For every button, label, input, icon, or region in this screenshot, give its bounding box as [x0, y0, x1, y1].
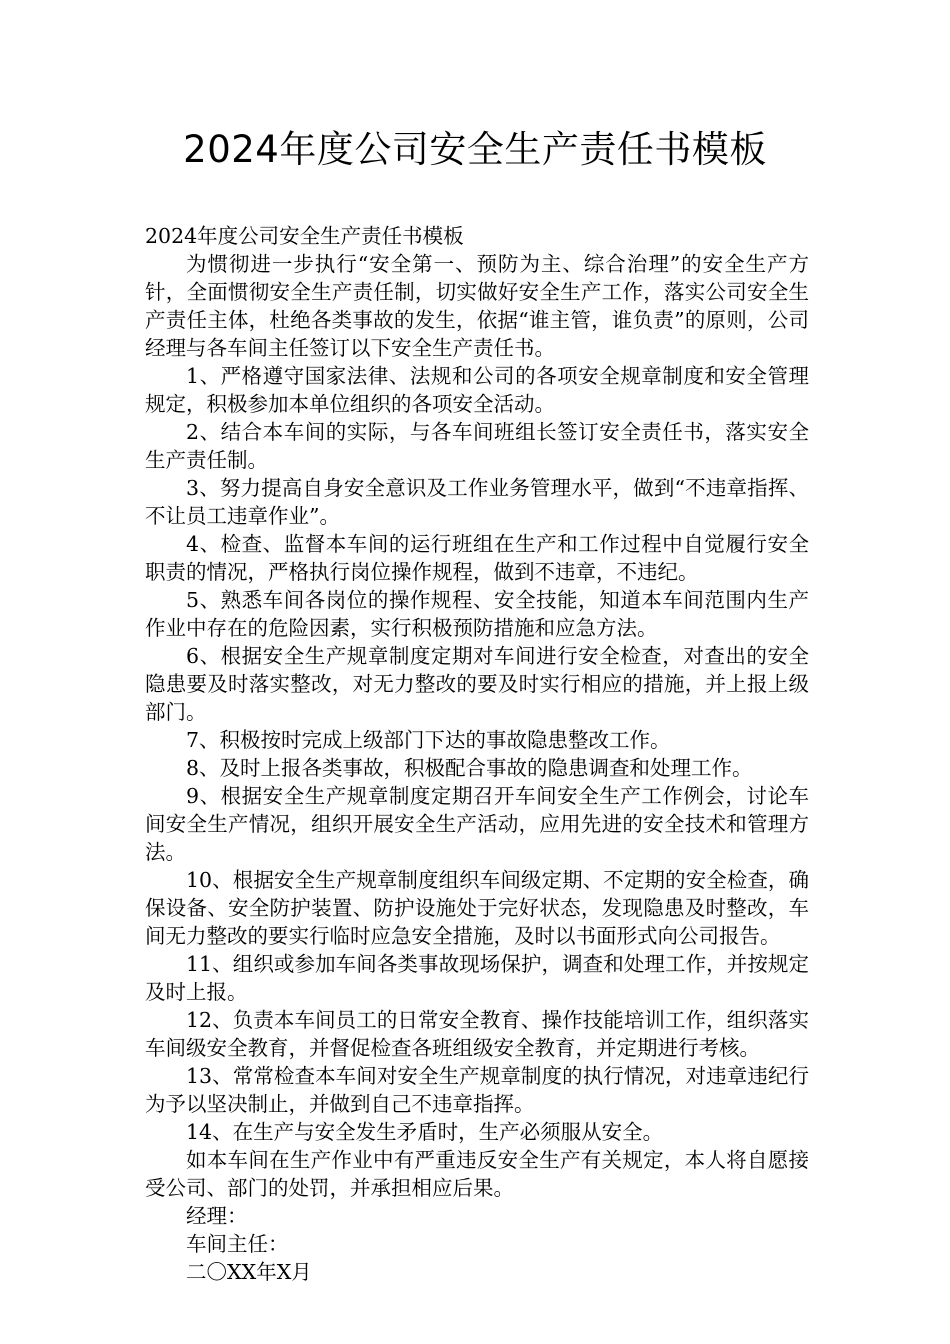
director-signature-line: 车间主任： [186, 1232, 289, 1256]
intro-paragraph: 为惯彻进一步执行“安全第一、预防为主、综合治理”的安全生产方针，全面惯彻安全生产责任制，切实做好安全生产工作，落实公司安全生产责任主体，杜绝各类事故的发生，依据“谁主管，谁负责”的原则，公司经理与各车间主任签订以下安全生产责任书。 [145, 252, 809, 360]
clause-item: 8、及时上报各类事故，积极配合事故的隐患调查和处理工作。 [186, 756, 753, 780]
clause-item: 6、根据安全生产规章制度定期对车间进行安全检查，对查出的安全隐患要及时落实整改，对无力整改的要及时实行相应的措施，并上报上级部门。 [145, 644, 809, 724]
clause-item: 14、在生产与安全发生矛盾时，生产必须服从安全。 [186, 1120, 664, 1144]
document-subtitle: 2024年度公司安全生产责任书模板 [145, 224, 464, 248]
clause-item: 13、常常检查本车间对安全生产规章制度的执行情况，对违章违纪行为予以坚决制止，并做到自己不违章指挥。 [145, 1064, 809, 1116]
clause-item: 1、严格遵守国家法律、法规和公司的各项安全规章制度和安全管理规定，积极参加本单位组织的各项安全活动。 [145, 364, 809, 416]
clause-item: 9、根据安全生产规章制度定期召开车间安全生产工作例会，讨论车间安全生产情况，组织开展安全生产活动，应用先进的安全技术和管理方法。 [145, 784, 809, 864]
clause-item: 2、结合本车间的实际，与各车间班组长签订安全责任书，落实安全生产责任制。 [145, 420, 809, 472]
closing-paragraph: 如本车间在生产作业中有严重违反安全生产有关规定，本人将自愿接受公司、部门的处罚，并承担相应后果。 [145, 1148, 809, 1200]
clause-item: 4、检查、监督本车间的运行班组在生产和工作过程中自觉履行安全职责的情况，严格执行岗位操作规程，做到不违章，不违纪。 [145, 532, 809, 584]
clause-item: 5、熟悉车间各岗位的操作规程、安全技能，知道本车间范围内生产作业中存在的危险因素，实行积极预防措施和应急方法。 [145, 588, 809, 640]
document-body [145, 222, 809, 1286]
clause-item: 7、积极按时完成上级部门下达的事故隐患整改工作。 [186, 728, 671, 752]
date-line: 二〇XX年X月 [186, 1260, 312, 1284]
clause-item: 11、组织或参加车间各类事故现场保护，调查和处理工作，并按规定及时上报。 [145, 952, 809, 1004]
manager-signature-line: 经理： [186, 1204, 248, 1228]
clause-item: 10、根据安全生产规章制度组织车间级定期、不定期的安全检查，确保设备、安全防护装置、防护设施处于完好状态，发现隐患及时整改，车间无力整改的要实行临时应急安全措施，及时以书面形式向公司报告。 [145, 868, 809, 948]
clause-item: 12、负责本车间员工的日常安全教育、操作技能培训工作，组织落实车间级安全教育，并督促检查各班组级安全教育，并定期进行考核。 [145, 1008, 809, 1060]
clause-item: 3、努力提高自身安全意识及工作业务管理水平，做到“不违章指挥、不让员工违章作业”。 [145, 476, 809, 528]
document-title: 2024年度公司安全生产责任书模板 [183, 128, 767, 171]
